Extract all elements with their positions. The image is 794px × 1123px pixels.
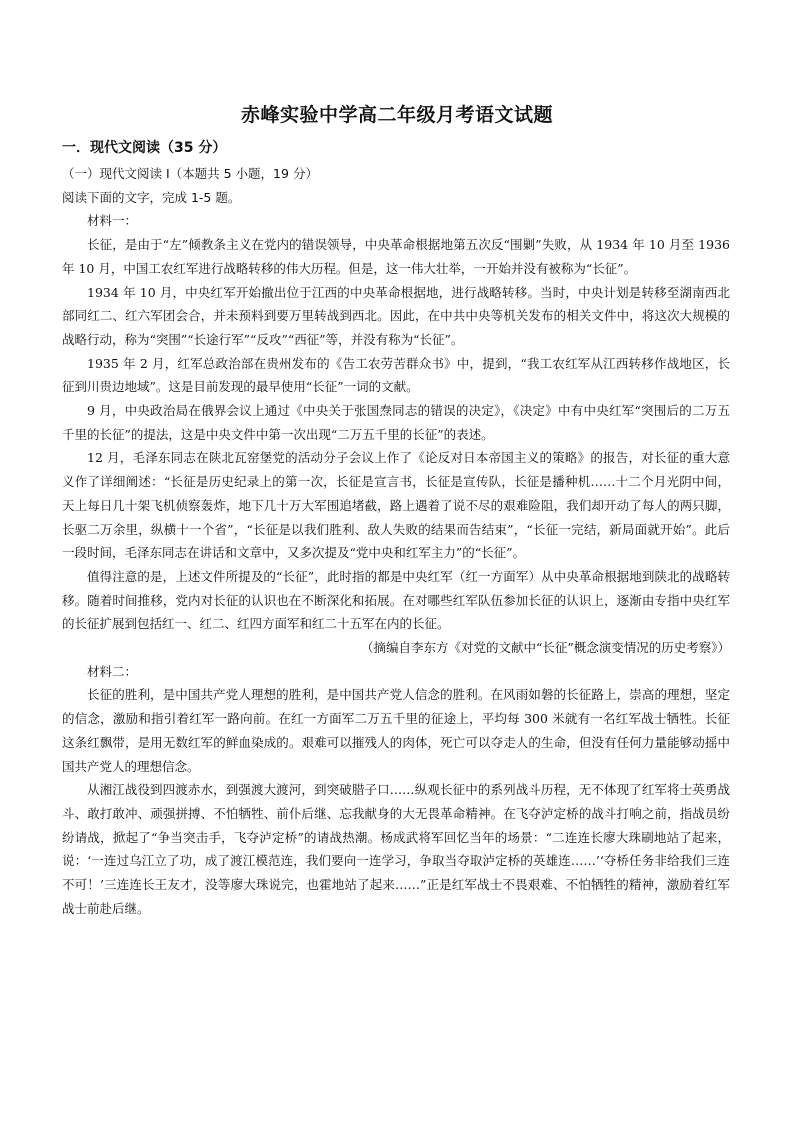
- paragraph: 从湘江战役到四渡赤水，到强渡大渡河，到突破腊子口……纵观长征中的系列战斗历程，无不体现了红军将士英勇战斗、敢打敢冲、顽强拼搏、不怕牺牲、前仆后继、忘我献身的大无畏革命精神。在飞夺泸定桥的战斗打响之前，指战员纷纷请战，掀起了“争当突击手，飞夺泸定桥”的请战热潮。杨成武将军回忆当年的场景：“二连连长廖大珠刷地站了起来，说：‘一连过乌江立了功，成了渡江模范连，我们要向一连学习，争取当夺取泸定桥的英雄连……’‘夺桥任务非给我们三连不可！’三连连长王友才，没等廖大珠说完，也霍地站了起来……”正是红军战士不畏艰难、不怕牺牲的精神，激励着红军战士前赴后继。: [62, 782, 730, 916]
- instruction-text: 阅读下面的文字，完成 1-5 题。: [62, 189, 241, 205]
- section-heading: 一．现代文阅读（35 分）: [62, 140, 227, 156]
- page-title: 赤峰实验中学高二年级月考语文试题: [240, 104, 553, 126]
- paragraph: 值得注意的是，上述文件所提及的“长征”，此时指的都是中央红军（红一方面军）从中央革命根据地到陕北的战略转移。随着时间推移，党内对长征的认识也在不断深化和拓展。在对哪些红军队伍参加长征的认识上，逐渐由专指中央红军的长征扩展到包括红一、红二、红四方面军和红二十五军在内的长征。: [62, 568, 730, 632]
- paragraph: 12 月，毛泽东同志在陕北瓦窑堡党的活动分子会议上作了《论反对日本帝国主义的策略》的报告，对长征的重大意义作了详细阐述：“长征是历史纪录上的第一次，长征是宣言书，长征是宣传队，长征是播种机……十二个月光阴中间，天上每日几十架飞机侦察轰炸，地下几十万大军围追堵截，路上遇着了说不尽的艰难险阻，我们却开动了每人的两只脚，长驱二万余里，纵横十一个省”，“长征是以我们胜利、敌人失败的结果而告结束”，“长征一完结，新局面就开始”。此后一段时间，毛泽东同志在讲话和文章中，又多次提及“党中央和红军主力”的“长征”。: [62, 450, 730, 561]
- paragraph: 长征，是由于“左”倾教条主义在党内的错误领导，中央革命根据地第五次反“围剿”失败，从 1934 年 10 月至 1936 年 10 月，中国工农红军进行战略转移的伟大历程。但是，这一伟大壮举，一开始并没有被称为“长征”。: [62, 237, 730, 276]
- paragraph: 1935 年 2 月，红军总政治部在贵州发布的《告工农劳苦群众书》中，提到，“我工农红军从江西转移作战地区，长征到川贵边地域”。这是目前发现的最早使用“长征”一词的文献。: [62, 355, 730, 395]
- paragraph: 1934 年 10 月，中央红军开始撤出位于江西的中央革命根据地，进行战略转移。当时，中央计划是转移至湖南西北部同红二、红六军团会合，并未预料到要万里转战到西北。因此，在中共中央等机关发布的相关文件中，将这次大规模的战略行动，称为“突围”“长途行军”“反攻”“西征”等，并没有称为“长征”。: [62, 284, 730, 347]
- paragraph: 长征的胜利，是中国共产党人理想的胜利，是中国共产党人信念的胜利。在风雨如磐的长征路上，崇高的理想，坚定的信念，激励和指引着红军一路向前。在红一方面军二万五千里的征途上，平均每 300 米就有一名红军战士牺牲。长征这条红飘带，是用无数红军的鲜血染成的。艰难可以摧残人的肉体，死亡可以夺走人的生命，但没有任何力量能够动摇中国共产党人的理想信念。: [62, 687, 730, 774]
- reading-passage: [62, 162, 730, 921]
- material-label: 材料二：: [87, 663, 138, 679]
- subsection-heading: （一）现代文阅读 I（本题共 5 小题，19 分）: [62, 166, 318, 181]
- material-label: 材料一：: [87, 213, 138, 229]
- paragraph: 9 月，中央政治局在俄界会议上通过《中央关于张国焘同志的错误的决定》，《决定》中有中央红军“突围后的二万五千里的长征”的提法，这是中央文件中第一次出现“二万五千里的长征”的表述。: [62, 403, 730, 442]
- source-citation: （摘编自李东方《对党的文献中“长征”概念演变情况的历史考察》）: [360, 640, 730, 656]
